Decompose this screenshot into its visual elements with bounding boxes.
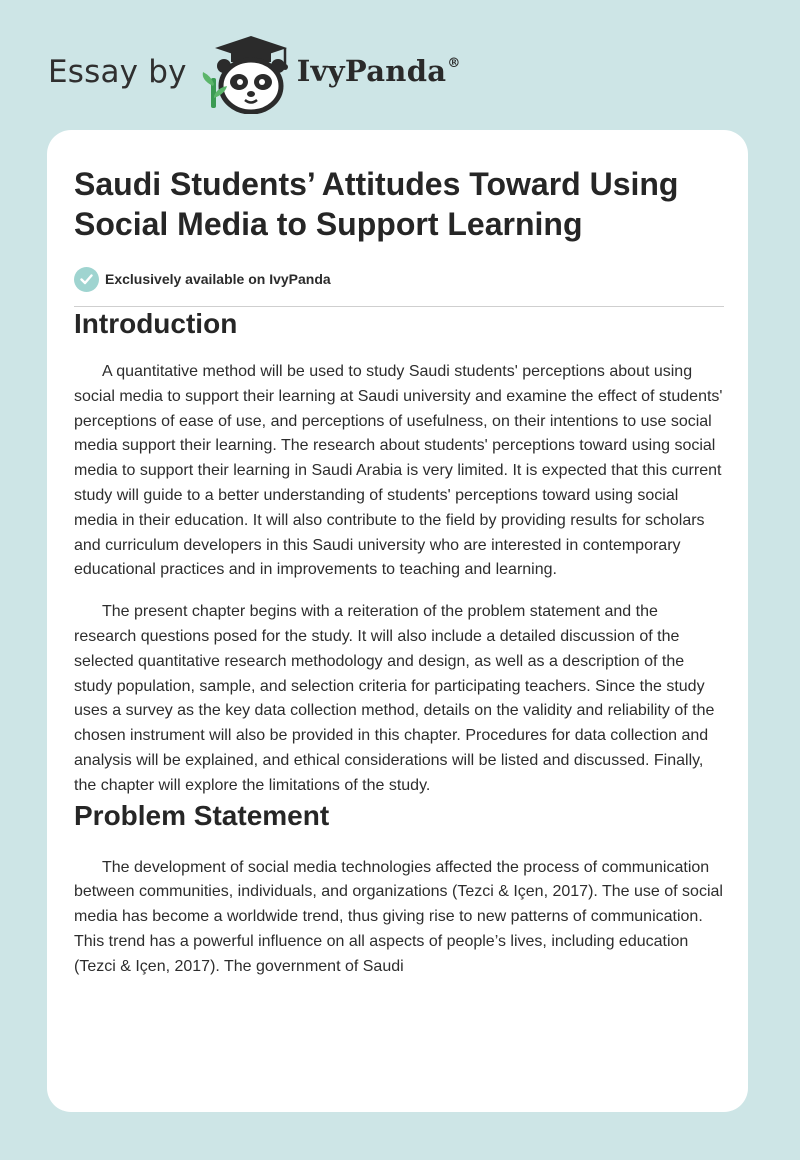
registered-mark: ® [447,56,461,71]
paragraph: A quantitative method will be used to study Saudi students' perceptions about using social media to support their learning at Saudi university and examine the effect of students' perceptions of ease of use, and perceptions of usefulness, on their intentions to use social media support their learning. The research about students' perceptions toward using social media to support their learning in Saudi Arabia is very limited. It is expected that this current study will guide to a better understanding of students' perceptions toward using social media in their education. It will also contribute to the field by providing results for scholars and curriculum developers in this Saudi university who are interested in contemporary educational practices and in improvements to teaching and learning. [74,363,723,579]
site-header [48,34,461,114]
essay-card [47,130,748,1112]
paragraph: The development of social media technologies affected the process of communication between communities, individuals, and organizations (Tezci & Içen, 2017). The use of social media has become a worldwide trend, thus giving rise to new patterns of communication. This trend has a powerful influence on all aspects of people’s lives, including education (Tezci & Içen, 2017). The government of Saudi [74,858,723,975]
section-heading-problem-statement: Problem Statement [74,799,330,831]
essay-by-label: Essay by [48,54,187,90]
paragraph: The present chapter begins with a reiteration of the problem statement and the research questions posed for the study. It will also include a detailed discussion of the selected quantitative research methodology and design, as well as a description of the study population, sample, and selection criteria for participating teachers. Since the study uses a survey as the key data collection method, details on the validity and reliability of the chosen instrument will also be provided in this chapter. Procedures for data collection and analysis will be explained, and ethical considerations will be listed and discussed. Finally, the chapter will explore the limitations of the study. [74,603,715,794]
page-title: Saudi Students’ Attitudes Toward Using Social Media to Support Learning [74,166,679,242]
exclusive-badge [74,266,724,292]
essay-content [74,164,724,980]
panda-graduate-icon[interactable] [201,34,295,114]
brand-name[interactable]: IvyPanda® [296,54,461,88]
section-heading-introduction: Introduction [74,308,238,339]
check-icon [74,267,99,292]
exclusive-label: Exclusively available on IvyPanda [105,271,331,287]
